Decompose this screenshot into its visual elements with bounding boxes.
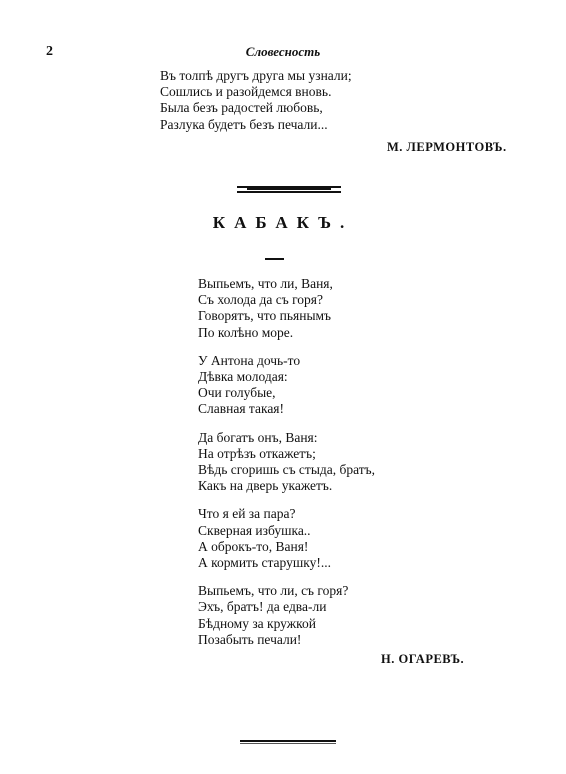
verse-line: Эхъ, братъ! да едва-ли	[198, 599, 327, 615]
poem-lermontov	[160, 68, 352, 133]
verse-line: Выпьемъ, что ли, съ горя?	[198, 583, 349, 599]
verse-line: Была безъ радостей любовь,	[160, 100, 323, 116]
verse-line: Дѣвка молодая:	[198, 369, 288, 385]
verse-line: Говорятъ, что пьянымъ	[198, 308, 332, 324]
stanza	[198, 353, 375, 418]
title-dash-divider	[265, 258, 284, 260]
stanza	[198, 276, 375, 341]
verse-line: Разлука будетъ безъ печали...	[160, 116, 328, 132]
end-rule-divider	[240, 740, 336, 744]
verse-line: По колѣно море.	[198, 324, 294, 340]
verse-line: Какъ на дверь укажетъ.	[198, 478, 333, 494]
verse-line: Выпьемъ, что ли, Ваня,	[198, 276, 333, 291]
verse-line: А кормить старушку!...	[198, 555, 331, 571]
verse-line: На отрѣзъ откажетъ;	[198, 445, 316, 461]
verse-line: Очи голубые,	[198, 385, 276, 401]
verse-line: Вѣдь сгоришь съ стыда, братъ,	[198, 462, 376, 478]
stanza	[198, 583, 375, 648]
poem-title: КАБАКЪ.	[212, 213, 354, 232]
verse-line: Что я ей за пара?	[198, 506, 296, 522]
stanza	[198, 430, 375, 495]
author-signature-lermontov: М. ЛЕРМОНТОВЪ.	[387, 140, 507, 154]
verse-line: Скверная избушка..	[198, 522, 311, 538]
verse-line: Славная такая!	[198, 401, 285, 417]
stanza	[198, 506, 375, 571]
ornamental-divider	[237, 186, 341, 193]
verse-line: Въ толпѣ другъ друга мы узнали;	[160, 68, 352, 83]
verse-line: Бѣдному за кружкой	[198, 615, 316, 631]
verse-line: Да богатъ онъ, Ваня:	[198, 429, 318, 445]
verse-line: Позабыть печали!	[198, 631, 302, 647]
running-title: Словесность	[245, 44, 321, 59]
page-number: 2	[46, 44, 53, 59]
poem-kabak	[198, 276, 375, 660]
verse-line: У Антона дочь-то	[198, 352, 301, 368]
verse-line: А оброкъ-то, Ваня!	[198, 538, 309, 554]
verse-line: Сошлись и разойдемся вновь.	[160, 84, 332, 100]
author-signature-ogarev: Н. ОГАРЕВЪ.	[381, 652, 465, 666]
verse-line: Съ холода да съ горя?	[198, 292, 323, 308]
